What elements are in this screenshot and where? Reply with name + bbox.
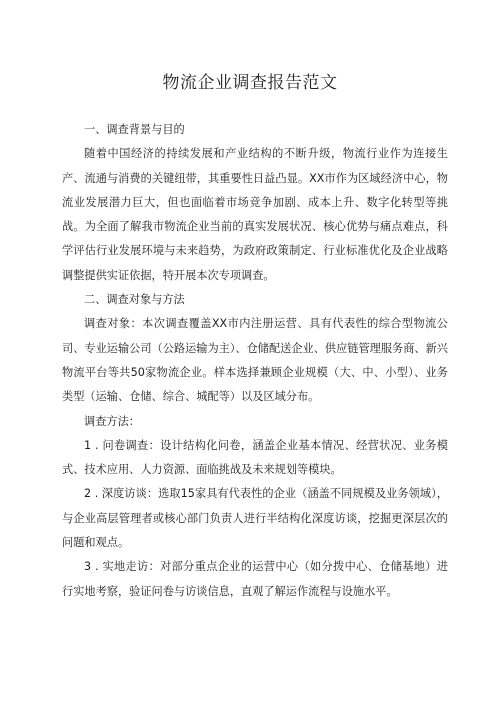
- background-paragraph: 随着中国经济的持续发展和产业结构的不断升级，物流行业作为连接生产、流通与消费的关键纽带，其重要性日益凸显。XX市作为区域经济中心，物流业发展潜力巨大，但也面临着市场竞争加剧、成本上升、数字化转型等挑战。为全面了解我市物流企业当前的真实发展状况、核心优势与痛点难点，科学评估行业发展环境与未来趋势，为政府政策制定、行业标准优化及企业战略调整提供实证依据，特开展本次专项调查。: [62, 147, 448, 282]
- section-heading-methods: 二、调查对象与方法: [84, 293, 185, 307]
- survey-subjects-paragraph: 调查对象：本次调查覆盖XX市内注册运营、具有代表性的综合型物流公司、专业运输公司（公路运输为主）、仓储配送企业、供应链管理服务商、新兴物流平台等共50家物流企业。样本选择兼顾企业规模（大、中、小型）、业务类型（运输、仓储、综合、城配等）以及区域分布。: [62, 317, 448, 404]
- method-item-questionnaire: 1 . 问卷调查：设计结构化问卷，涵盖企业基本情况、经营状况、业务模式、技术应用、人力资源、面临挑战及未来规划等模块。: [62, 438, 448, 477]
- method-item-interview: 2 . 深度访谈：选取15家具有代表性的企业（涵盖不同规模及业务领域），与企业高层管理者或核心部门负责人进行半结构化深度访谈，挖掘更深层次的问题和观点。: [62, 487, 448, 550]
- method-item-site-visit: 3 . 实地走访：对部分重点企业的运营中心（如分拨中心、仓储基地）进行实地考察，验证问卷与访谈信息，直观了解运作流程与设施水平。: [62, 560, 448, 598]
- document-title: 物流企业调查报告范文: [162, 73, 338, 93]
- survey-methods-label: 调查方法：: [84, 414, 140, 428]
- document-body: [62, 118, 448, 604]
- section-heading-background: 一、调查背景与目的: [84, 123, 185, 136]
